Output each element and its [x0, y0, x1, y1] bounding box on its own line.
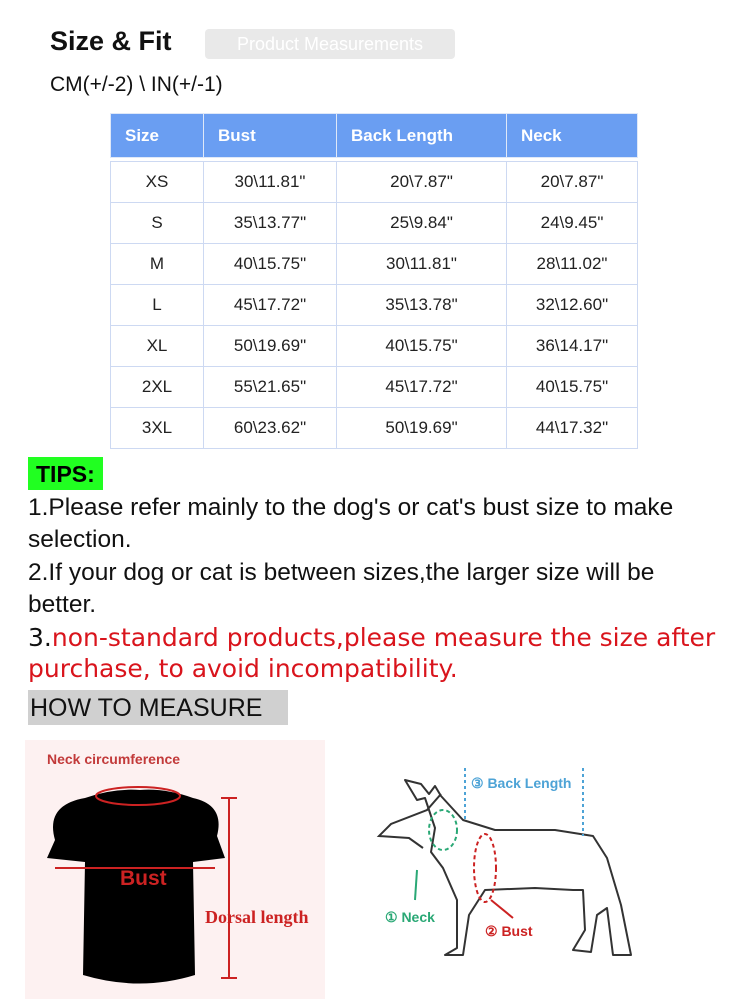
dog-neck-label: ① Neck: [385, 909, 435, 925]
tips-label: TIPS:: [28, 457, 103, 490]
table-cell: 20\7.87": [507, 162, 638, 203]
table-cell: 32\12.60": [507, 285, 638, 326]
tip-3-prefix: 3.: [28, 623, 52, 652]
size-table: [110, 113, 638, 449]
page-title: Size & Fit: [50, 26, 172, 56]
bust-pointer-line: [491, 900, 513, 918]
column-header-size: Size: [111, 114, 204, 158]
back-length-label: ③ Back Length: [471, 775, 572, 791]
tip-2: 2.If your dog or cat is between sizes,the larger size will be better.: [28, 559, 655, 618]
table-cell: 24\9.45": [507, 203, 638, 244]
table-cell: 35\13.77": [204, 203, 337, 244]
table-row: [111, 162, 638, 203]
product-measurements-badge: Product Measurements: [205, 29, 455, 59]
table-cell: 45\17.72": [204, 285, 337, 326]
units-note: CM(+/-2) \ IN(+/-1): [50, 73, 223, 96]
table-cell: 3XL: [111, 408, 204, 449]
column-header-back-length: Back Length: [337, 114, 507, 158]
tip-3-text: non-standard products,please measure the size after purchase, to avoid incompatibility.: [28, 623, 716, 683]
how-to-measure-heading: HOW TO MEASURE: [28, 690, 288, 725]
table-cell: 30\11.81": [204, 162, 337, 203]
table-cell: XS: [111, 162, 204, 203]
neck-circumference-label: Neck circumference: [47, 751, 181, 767]
table-cell: 50\19.69": [204, 326, 337, 367]
table-cell: 36\14.17": [507, 326, 638, 367]
shirt-measurement-illustration: [25, 740, 325, 999]
dog-bust-label: ② Bust: [485, 923, 533, 939]
table-cell: 30\11.81": [337, 244, 507, 285]
column-header-neck: Neck: [507, 114, 638, 158]
table-row: [111, 367, 638, 408]
table-row: [111, 203, 638, 244]
neck-pointer-line: [415, 870, 417, 900]
table-cell: 25\9.84": [337, 203, 507, 244]
table-cell: 35\13.78": [337, 285, 507, 326]
table-cell: 44\17.32": [507, 408, 638, 449]
table-row: [111, 285, 638, 326]
table-row: [111, 326, 638, 367]
column-header-bust: Bust: [204, 114, 337, 158]
table-cell: 2XL: [111, 367, 204, 408]
bust-label: Bust: [120, 867, 167, 890]
table-cell: 40\15.75": [337, 326, 507, 367]
table-header-row: [111, 114, 638, 158]
table-row: [111, 408, 638, 449]
table-cell: 40\15.75": [507, 367, 638, 408]
dog-neck-measure: [429, 810, 457, 850]
table-row: [111, 244, 638, 285]
tip-1: 1.Please refer mainly to the dog's or cat's bust size to make selection.: [28, 494, 674, 553]
table-cell: 55\21.65": [204, 367, 337, 408]
table-cell: S: [111, 203, 204, 244]
dorsal-length-label: Dorsal length: [205, 907, 309, 927]
table-cell: L: [111, 285, 204, 326]
table-cell: 50\19.69": [337, 408, 507, 449]
table-cell: 40\15.75": [204, 244, 337, 285]
table-cell: XL: [111, 326, 204, 367]
table-cell: 60\23.62": [204, 408, 337, 449]
dog-diagram: [345, 740, 750, 999]
table-cell: 28\11.02": [507, 244, 638, 285]
tip-3: [28, 622, 728, 684]
dog-measurement-illustration: [345, 740, 750, 999]
shirt-diagram: [25, 740, 325, 999]
table-cell: 45\17.72": [337, 367, 507, 408]
table-cell: M: [111, 244, 204, 285]
table-cell: 20\7.87": [337, 162, 507, 203]
